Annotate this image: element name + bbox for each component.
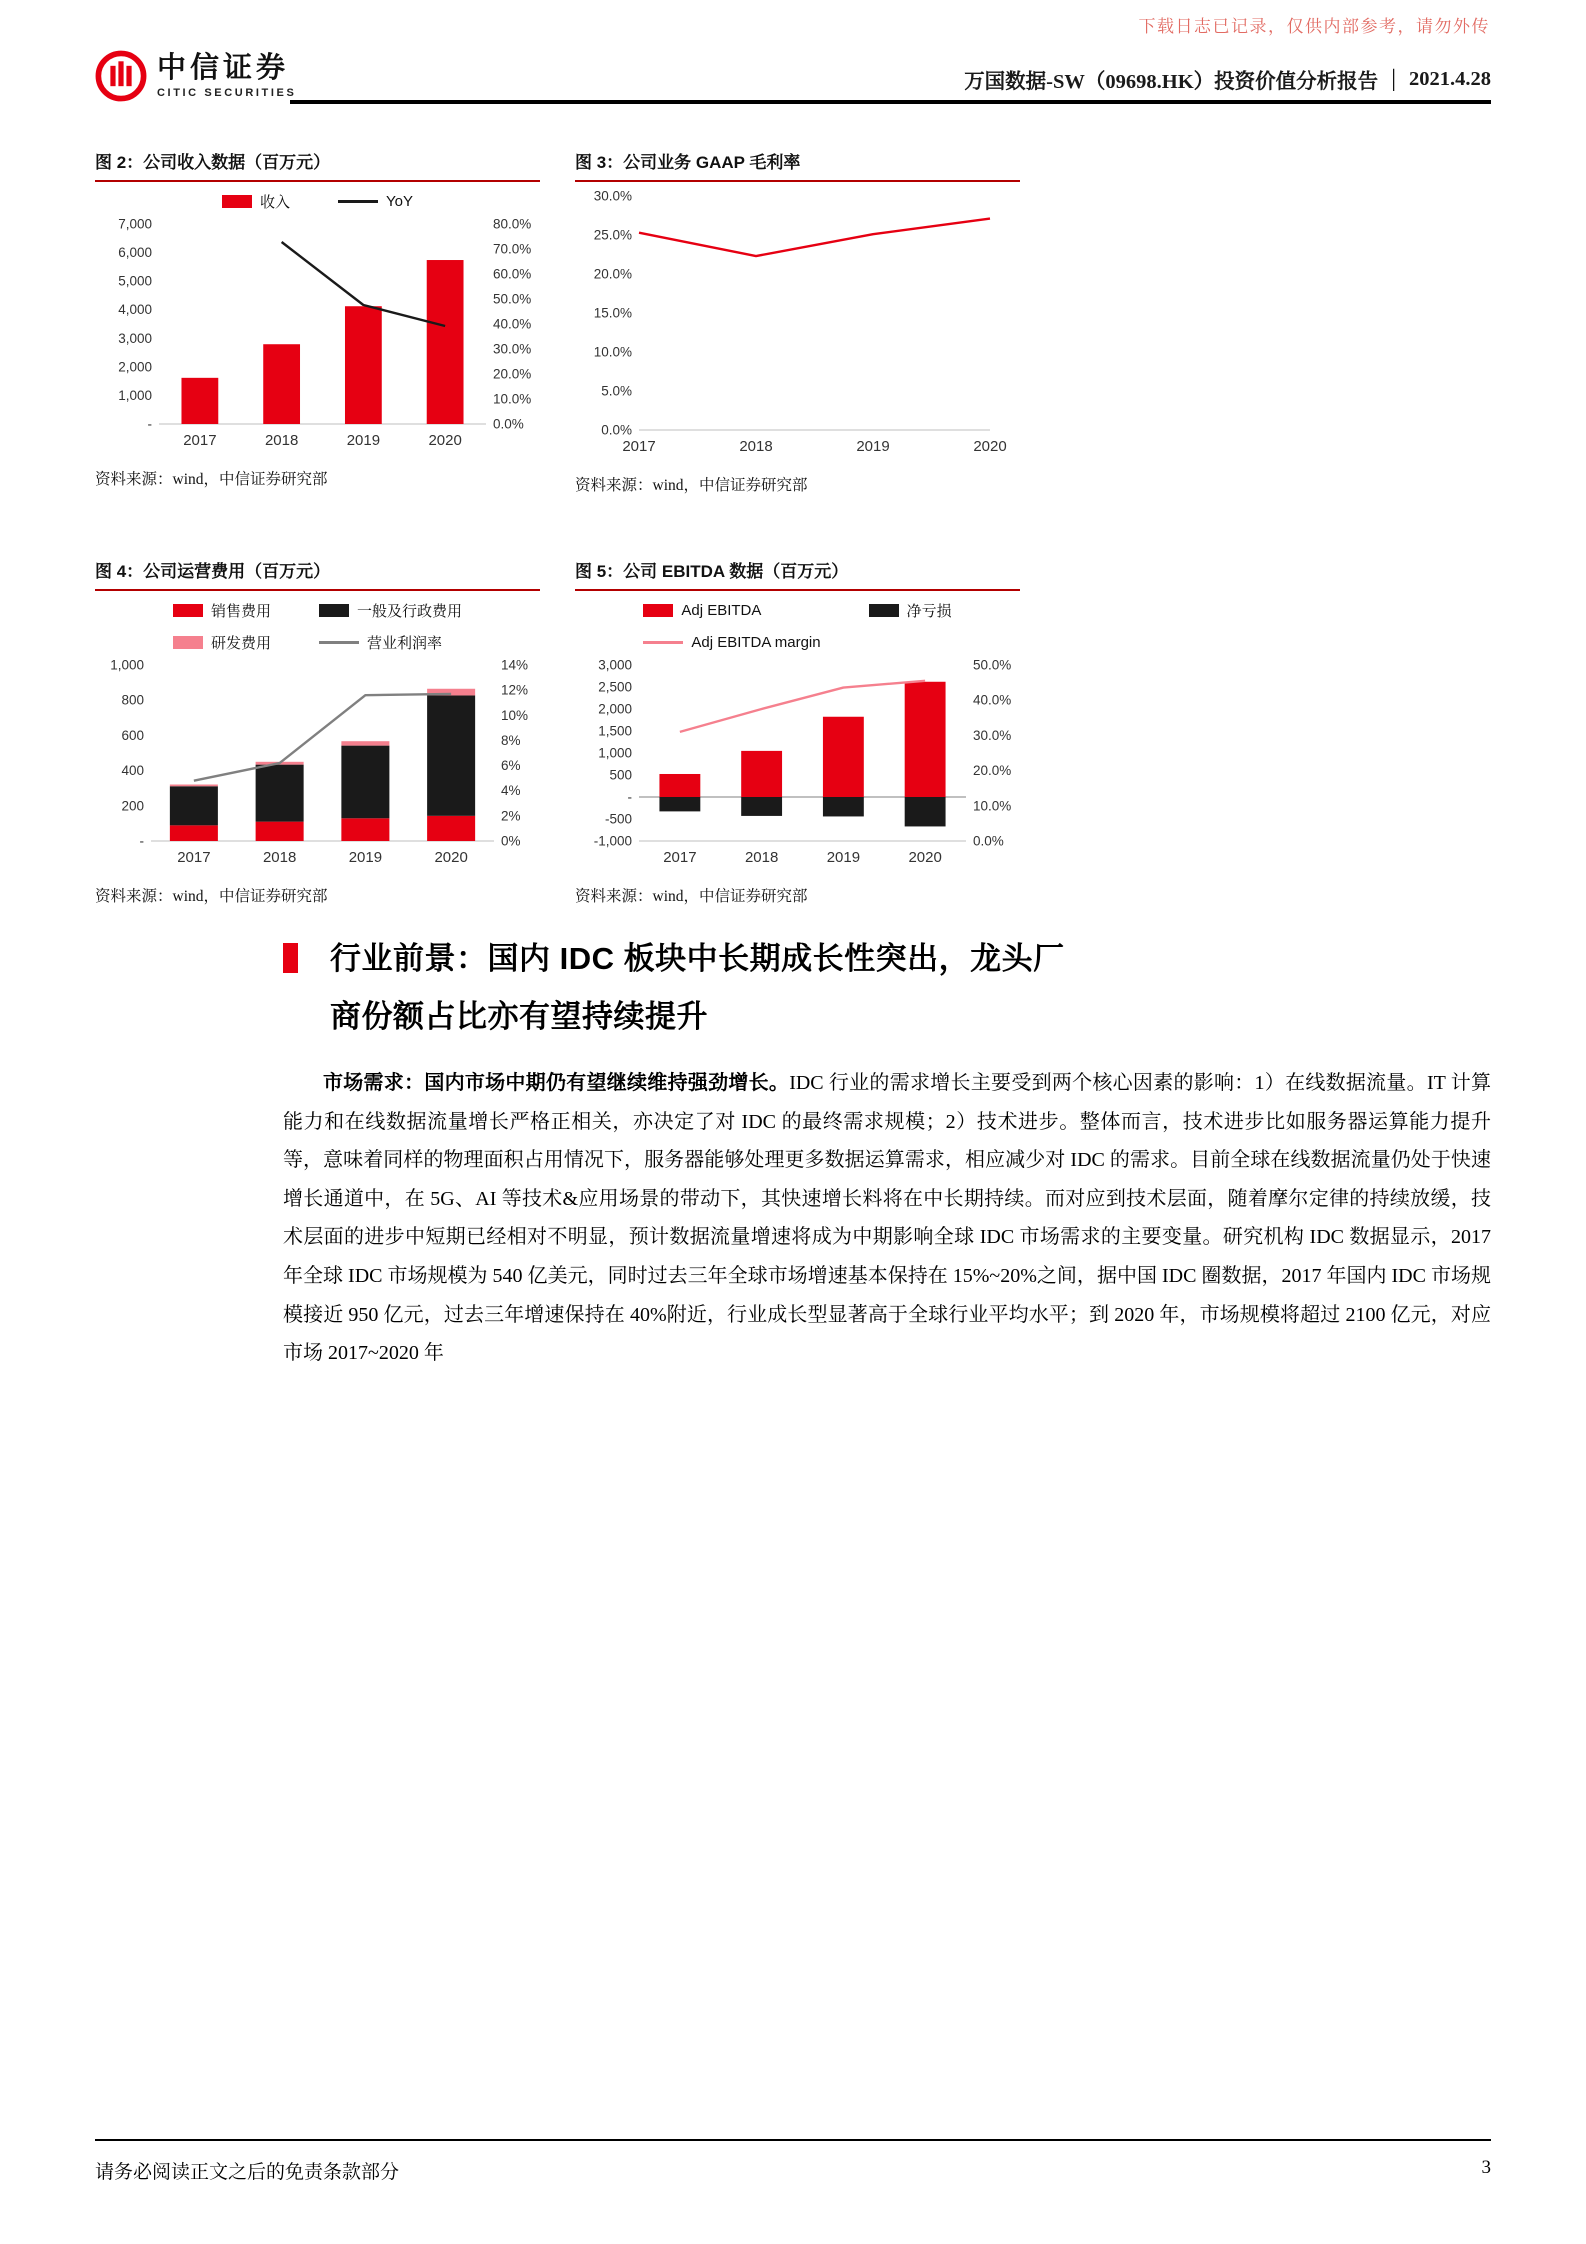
- left-axis-tick-label: 200: [121, 798, 144, 814]
- left-axis-tick-label: 2,000: [598, 701, 632, 717]
- x-axis-category-label: 2018: [264, 432, 299, 449]
- left-axis-tick-label: 7,000: [118, 216, 152, 232]
- brand-name-en: CITIC SECURITIES: [157, 86, 297, 99]
- left-axis-tick-label: 6,000: [118, 245, 152, 261]
- legend-item-YoY: [338, 190, 413, 212]
- right-axis-tick-label: 0%: [501, 833, 521, 849]
- bar-收入-2017: [181, 378, 218, 424]
- heading-bullet-icon: [283, 943, 298, 973]
- legend-label: 一般及行政费用: [357, 602, 463, 620]
- bar-销售费用-2017: [170, 825, 218, 841]
- bar-收入-2018: [263, 344, 300, 424]
- chart-source: 资料来源：wind，中信证券研究部: [95, 888, 328, 905]
- right-axis-tick-label: 0.0%: [493, 416, 524, 432]
- x-axis-category-label: 2017: [663, 849, 697, 866]
- left-axis-tick-label: 4,000: [118, 302, 152, 318]
- x-axis-category-label: 2017: [177, 849, 211, 866]
- chart-title-rule: [95, 589, 540, 591]
- left-axis-tick-label: 600: [121, 727, 144, 743]
- report-date: 2021.4.28: [1409, 67, 1491, 90]
- footer-rule: [95, 2139, 1491, 2141]
- section-heading-line1: 行业前景：国内 IDC 板块中长期成长性突出，龙头厂: [330, 941, 1065, 976]
- bar-净亏损-2017: [659, 797, 700, 811]
- legend-item-营业利润率: [319, 631, 462, 653]
- legend-item-Adj EBITDA: [643, 599, 820, 621]
- left-axis-tick-label: 400: [121, 763, 144, 779]
- legend-item-销售费用: [173, 599, 271, 621]
- section-heading-line2: 商份额占比亦有望持续提升: [330, 999, 708, 1034]
- bar-销售费用-2018: [256, 822, 304, 841]
- bar-研发费用-2017: [170, 785, 218, 787]
- left-axis-tick-label: -: [147, 416, 152, 432]
- left-axis-tick-label: 1,000: [118, 387, 152, 403]
- bar-一般及行政费用-2018: [256, 765, 304, 822]
- left-axis-tick-label: 2,500: [598, 679, 632, 695]
- legend-swatch-icon: [173, 604, 203, 617]
- left-axis-tick-label: 30.0%: [593, 188, 632, 204]
- legend-label: 销售费用: [210, 602, 271, 620]
- left-axis-tick-label: 20.0%: [593, 266, 632, 282]
- confidential-watermark: 下载日志已记录，仅供内部参考，请勿外传: [1138, 17, 1490, 36]
- bar-收入-2020: [427, 260, 464, 424]
- x-axis-category-label: 2018: [739, 438, 773, 455]
- line-series-营业利润率: [194, 694, 451, 781]
- industry-outlook-section: [283, 930, 1491, 1373]
- legend-line-icon: [319, 641, 359, 644]
- left-axis-tick-label: 10.0%: [593, 344, 632, 360]
- legend-item-净亏损: [869, 599, 952, 621]
- right-axis-tick-label: 70.0%: [493, 241, 532, 257]
- chart-svg-revenue: [95, 214, 540, 454]
- x-axis-category-label: 2019: [346, 432, 381, 449]
- bar-Adj EBITDA-2020: [905, 682, 946, 797]
- chart-title-rule: [575, 180, 1020, 182]
- right-axis-tick-label: 10.0%: [493, 391, 532, 407]
- legend-swatch-icon: [643, 604, 673, 617]
- chart-title-rule: [575, 589, 1020, 591]
- chart-svg-opex: [95, 655, 540, 871]
- chart-source: 资料来源：wind，中信证券研究部: [95, 471, 328, 488]
- header-rule: [290, 100, 1491, 104]
- legend-line-icon: [338, 200, 378, 203]
- line-series-GAAP 毛利率: [639, 219, 990, 256]
- chart-canvas-opex: [95, 599, 540, 876]
- right-axis-tick-label: 20.0%: [973, 763, 1012, 779]
- header-divider: |: [1391, 65, 1396, 92]
- chart-svg-ebitda: [575, 655, 1020, 871]
- legend-label: 营业利润率: [367, 634, 443, 652]
- citic-logo: [95, 50, 296, 102]
- x-axis-category-label: 2019: [826, 849, 861, 866]
- right-axis-tick-label: 30.0%: [493, 341, 532, 357]
- legend-label: Adj EBITDA: [681, 601, 762, 619]
- section-heading: [330, 930, 1065, 1046]
- bar-一般及行政费用-2019: [341, 746, 389, 819]
- left-axis-tick-label: 500: [609, 767, 632, 783]
- citic-emblem-icon: [95, 50, 147, 102]
- report-title: 万国数据-SW（09698.HK）投资价值分析报告: [964, 71, 1379, 93]
- chart-legend: [95, 190, 540, 212]
- legend-label: 收入: [260, 193, 291, 211]
- right-axis-tick-label: 50.0%: [973, 657, 1012, 673]
- legend-item-收入: [222, 190, 290, 212]
- x-axis-category-label: 2019: [348, 849, 383, 866]
- right-axis-tick-label: 0.0%: [973, 833, 1004, 849]
- report-header: [964, 64, 1491, 94]
- right-axis-tick-label: 6%: [501, 758, 521, 774]
- right-axis-tick-label: 40.0%: [973, 692, 1012, 708]
- left-axis-tick-label: 5,000: [118, 273, 152, 289]
- chart-canvas-ebitda: [575, 599, 1020, 876]
- section-heading-row: [283, 930, 1491, 1046]
- legend-item-研发费用: [173, 631, 271, 653]
- legend-swatch-icon: [222, 195, 252, 208]
- chart-legend: [575, 599, 1020, 653]
- right-axis-tick-label: 10%: [501, 707, 529, 723]
- left-axis-tick-label: 25.0%: [593, 227, 632, 243]
- legend-line-icon: [643, 641, 683, 644]
- x-axis-category-label: 2017: [183, 432, 217, 449]
- chart-title: 图 5：公司 EBITDA 数据（百万元）: [575, 562, 849, 581]
- right-axis-tick-label: 40.0%: [493, 316, 532, 332]
- x-axis-category-label: 2020: [908, 849, 942, 866]
- legend-item-Adj EBITDA margin: [643, 631, 820, 653]
- x-axis-category-label: 2020: [973, 438, 1007, 455]
- chart-figure-revenue: [95, 146, 540, 495]
- right-axis-tick-label: 12%: [501, 682, 529, 698]
- paragraph-lead: 市场需求：国内市场中期仍有望继续维持强劲增长。: [323, 1072, 790, 1094]
- chart-title: 图 4：公司运营费用（百万元）: [95, 562, 331, 581]
- right-axis-tick-label: 30.0%: [973, 727, 1012, 743]
- body-paragraph: [283, 1064, 1491, 1373]
- left-axis-tick-label: 800: [121, 692, 144, 708]
- legend-label: 研发费用: [210, 634, 271, 652]
- chart-svg-gross-margin: [575, 186, 1020, 460]
- legend-label: YoY: [386, 192, 413, 210]
- chart-legend: [95, 599, 540, 653]
- legend-swatch-icon: [319, 604, 349, 617]
- right-axis-tick-label: 2%: [501, 808, 521, 824]
- brand-text: [157, 53, 296, 98]
- legend-swatch-icon: [173, 636, 203, 649]
- bar-一般及行政费用-2020: [427, 695, 475, 815]
- chart-canvas-revenue: [95, 190, 540, 459]
- bar-Adj EBITDA-2018: [741, 751, 782, 797]
- bar-净亏损-2020: [905, 797, 946, 826]
- left-axis-tick-label: 1,000: [598, 745, 632, 761]
- line-series-Adj EBITDA margin: [680, 681, 925, 732]
- x-axis-category-label: 2018: [262, 849, 297, 866]
- left-axis-tick-label: 1,500: [598, 723, 632, 739]
- legend-label: Adj EBITDA margin: [691, 633, 821, 651]
- left-axis-tick-label: -1,000: [593, 833, 632, 849]
- x-axis-category-label: 2018: [744, 849, 779, 866]
- chart-title: 图 2：公司收入数据（百万元）: [95, 153, 331, 172]
- chart-source: 资料来源：wind，中信证券研究部: [575, 477, 808, 494]
- legend-label: 净亏损: [906, 602, 952, 620]
- x-axis-category-label: 2017: [622, 438, 656, 455]
- legend-swatch-icon: [869, 604, 899, 617]
- right-axis-tick-label: 60.0%: [493, 266, 532, 282]
- chart-title-rule: [95, 180, 540, 182]
- left-axis-tick-label: 1,000: [110, 657, 144, 673]
- footer-disclaimer: 请务必阅读正文之后的免责条款部分: [95, 2162, 400, 2183]
- right-axis-tick-label: 8%: [501, 732, 521, 748]
- bar-Adj EBITDA-2017: [659, 774, 700, 797]
- right-axis-tick-label: 14%: [501, 657, 529, 673]
- footer: [95, 2157, 1491, 2184]
- left-axis-tick-label: 15.0%: [593, 305, 632, 321]
- left-axis-tick-label: 3,000: [118, 330, 152, 346]
- brand-name-cn: 中信证券: [157, 52, 290, 85]
- paragraph-body: IDC 行业的需求增长主要受到两个核心因素的影响：1）在线数据流量。IT 计算能力和在线数据流量增长严格正相关，亦决定了对 IDC 的最终需求规模；2）技术进步。整体而言，技术进步比如服务器运算能力提升等，意味着同样的物理面积占用情况下，服务器能够处理更多数据运算需求，相应减少对 IDC 的需求。目前全球在线数据流量仍处于快速增长通道中，在 5G、AI 等技术&应用场景的带动下，其快速增长料将在中长期持续。而对应到技术层面，随着摩尔定律的持续放缓，技术层面的进步中短期已经相对不明显，预计数据流量增速将成为中期影响全球 IDC 市场需求的主要变量。研究机构 IDC 数据显示，2017 年全球 IDC 市场规模为 540 亿美元，同时过去三年全球市场增速基本保持在 15%~20%之间，据中国 IDC 圈数据，2017 年国内 IDC 市场规模接近 950 亿元，过去三年增速保持在 40%附近，行业成长型显著高于全球行业平均水平；到 2020 年，市场规模将超过 2100 亿元，对应市场 2017~2020 年: [283, 1072, 1492, 1365]
- x-axis-category-label: 2020: [434, 849, 468, 866]
- left-axis-tick-label: 0.0%: [601, 422, 632, 438]
- chart-figure-gross-margin: [575, 146, 1020, 495]
- charts-grid: [95, 146, 1020, 906]
- left-axis-tick-label: 3,000: [598, 657, 632, 673]
- right-axis-tick-label: 4%: [501, 783, 521, 799]
- chart-figure-ebitda: [575, 555, 1020, 906]
- left-axis-tick-label: -: [627, 789, 632, 805]
- x-axis-category-label: 2019: [856, 438, 890, 455]
- chart-canvas-gross-margin: [575, 186, 1020, 465]
- bar-销售费用-2020: [427, 816, 475, 841]
- legend-item-一般及行政费用: [319, 599, 462, 621]
- bar-一般及行政费用-2017: [170, 786, 218, 825]
- left-axis-tick-label: 5.0%: [601, 383, 632, 399]
- chart-title: 图 3：公司业务 GAAP 毛利率: [575, 153, 801, 172]
- right-axis-tick-label: 80.0%: [493, 216, 532, 232]
- bar-销售费用-2019: [341, 818, 389, 841]
- bar-净亏损-2019: [823, 797, 864, 816]
- right-axis-tick-label: 10.0%: [973, 798, 1012, 814]
- left-axis-tick-label: 2,000: [118, 359, 152, 375]
- left-axis-tick-label: -: [139, 833, 144, 849]
- right-axis-tick-label: 50.0%: [493, 291, 532, 307]
- x-axis-category-label: 2020: [428, 432, 462, 449]
- bar-Adj EBITDA-2019: [823, 717, 864, 797]
- chart-source: 资料来源：wind，中信证券研究部: [575, 888, 808, 905]
- right-axis-tick-label: 20.0%: [493, 366, 532, 382]
- bar-收入-2019: [345, 306, 382, 424]
- left-axis-tick-label: -500: [604, 811, 632, 827]
- bar-研发费用-2019: [341, 741, 389, 745]
- bar-净亏损-2018: [741, 797, 782, 816]
- chart-figure-opex: [95, 555, 540, 906]
- page-number: 3: [1481, 2157, 1491, 2178]
